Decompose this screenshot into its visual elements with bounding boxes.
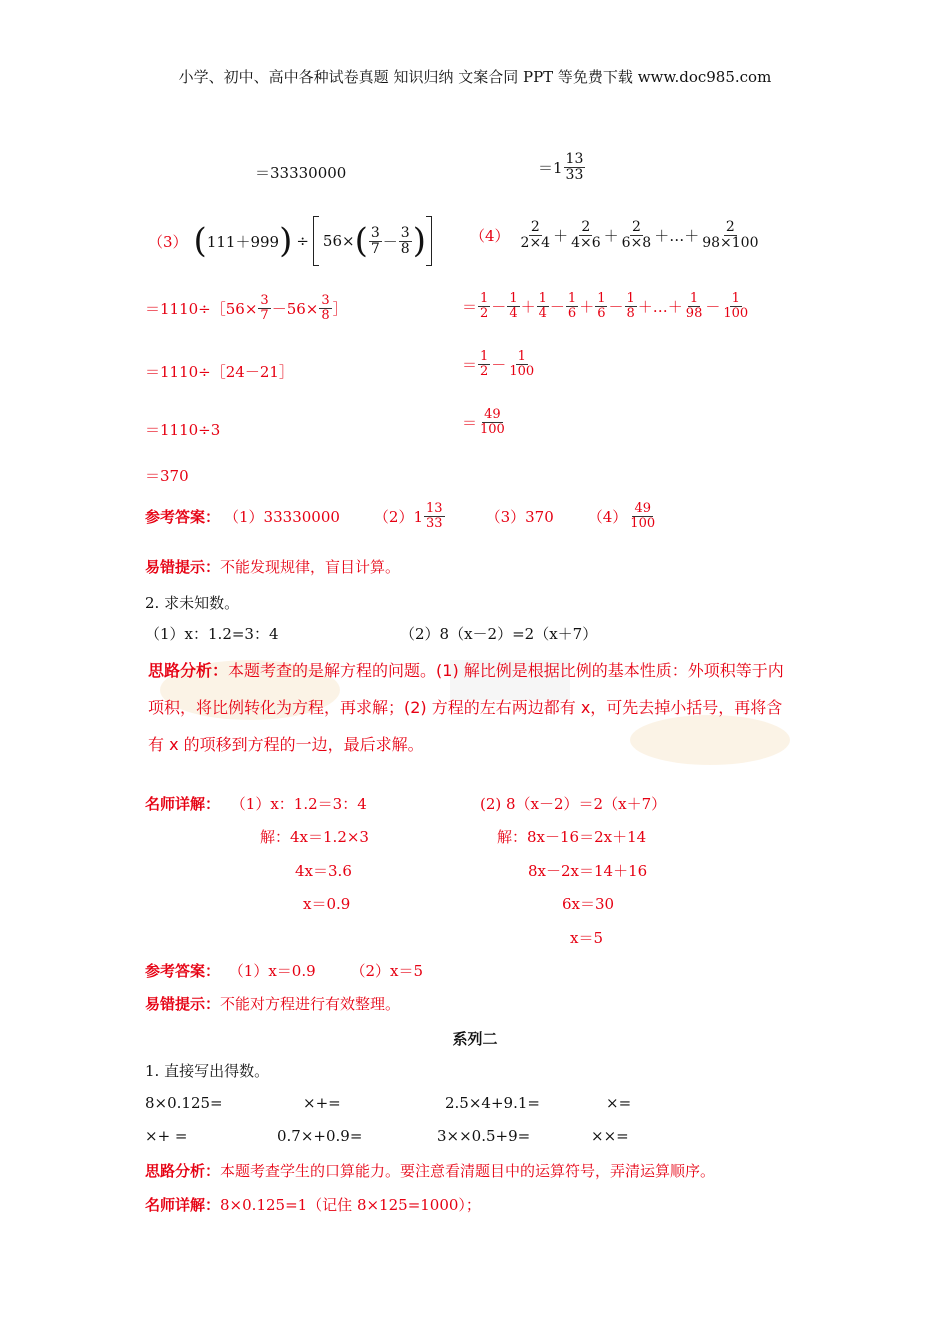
fraction	[564, 152, 586, 182]
fraction-denominator: 100	[480, 421, 505, 437]
equals-sign: ＝	[462, 355, 478, 374]
fraction-numerator: 2	[581, 219, 591, 235]
fraction-numerator: 1	[731, 291, 740, 306]
fraction-denominator: 2	[480, 305, 489, 321]
fraction-numerator: 1	[480, 349, 489, 364]
paren-open-inner: (	[354, 221, 368, 261]
fraction-numerator: 13	[565, 151, 584, 167]
fraction	[319, 294, 331, 322]
operator-sign: －	[705, 297, 721, 316]
fraction-numerator: 49	[484, 407, 501, 422]
problem-4-label: （4）	[470, 226, 510, 245]
fraction-denominator: 8	[400, 240, 410, 257]
explain-text: 8×0.125=1（记住 8×125=1000）；	[220, 1196, 481, 1214]
fraction-denominator: 100	[630, 515, 656, 531]
fraction	[569, 220, 603, 250]
fraction-denominator: 4	[509, 305, 518, 321]
fraction-numerator: 1	[626, 291, 635, 306]
fraction-denominator: 4	[538, 305, 547, 321]
fraction-numerator: 2	[725, 219, 735, 235]
calc-item: ×+ =	[145, 1127, 188, 1145]
explain-left-line: 解：4x＝1.2×3	[260, 828, 369, 846]
fraction	[478, 292, 490, 320]
answer-item: （4）	[587, 507, 628, 526]
tip-label: 易错提示：	[145, 995, 221, 1013]
series-2-question-1: 1. 直接写出得数。	[145, 1062, 270, 1080]
fraction	[684, 292, 705, 320]
problem-3-label: （3）	[148, 232, 188, 251]
fraction-denominator: 7	[260, 307, 269, 323]
fraction-numerator: 2	[631, 219, 641, 235]
fraction	[537, 292, 549, 320]
fraction-numerator: 49	[634, 501, 651, 516]
fraction-denominator: 33	[426, 515, 443, 531]
equals-sign: ＝	[462, 297, 478, 316]
right-step-1	[462, 292, 751, 320]
step-text: ］	[332, 299, 348, 318]
explain-label: 名师详解：	[145, 795, 221, 813]
bracket-close	[426, 216, 432, 266]
fraction-denominator: 8	[626, 305, 635, 321]
answer-item: （1）33330000	[224, 507, 340, 526]
fraction-numerator: 3	[400, 224, 410, 241]
fraction-denominator: 2	[480, 363, 489, 379]
bracket-open	[313, 216, 319, 266]
fraction-denominator: 2×4	[520, 234, 551, 251]
fraction	[478, 408, 507, 436]
fraction-denominator: 7	[370, 240, 380, 257]
result-2-prefix: ＝1	[538, 158, 563, 177]
fraction	[519, 220, 553, 250]
answer-item: （3）370	[485, 507, 554, 526]
explain-left-line: x＝0.9	[303, 895, 351, 913]
fraction-numerator: 1	[509, 291, 518, 306]
paren-open: (	[193, 221, 207, 261]
explain-right-line: (2) 8（x－2）＝2（x＋7）	[480, 795, 667, 813]
operator-sign: ＋	[579, 297, 595, 316]
answer-label: 参考答案：	[145, 507, 221, 526]
fraction	[566, 292, 578, 320]
fraction	[507, 292, 519, 320]
series-2-title: 系列二	[452, 1030, 498, 1048]
fraction-numerator: 3	[370, 224, 380, 241]
fraction	[424, 502, 445, 530]
fraction-denominator: 33	[565, 166, 584, 183]
series-2-explain	[145, 1194, 481, 1215]
reference-answer-2	[145, 960, 423, 981]
fraction-numerator: 1	[480, 291, 489, 306]
operator-sign: ＋…＋	[637, 297, 683, 316]
fraction	[721, 292, 750, 320]
step-text: ＝1110÷［56×	[145, 299, 258, 318]
fraction-numerator: 1	[597, 291, 606, 306]
fraction-denominator: 6	[597, 305, 606, 321]
problem-3	[148, 216, 432, 266]
answer-item: （2）x＝5	[350, 962, 423, 980]
question-2-title: 2. 求未知数。	[145, 594, 240, 612]
explain-right-line: 8x－2x＝14＋16	[528, 862, 648, 880]
fraction-denominator: 8	[321, 307, 330, 323]
error-tip-1	[145, 556, 400, 577]
fraction-denominator: 98×100	[702, 234, 759, 251]
fraction	[625, 292, 637, 320]
fraction	[595, 292, 607, 320]
explain-row-1	[145, 793, 367, 814]
reference-answer-1	[145, 502, 658, 530]
page-header: 小学、初中、高中各种试卷真题 知识归纳 文案合同 PPT 等免费下载 www.doc985.com	[178, 68, 772, 86]
problem-3-expression	[194, 216, 432, 266]
left-step-2: ＝1110÷［24－21］	[145, 363, 294, 381]
tip-text: 不能对方程进行有效整理。	[220, 995, 401, 1013]
fraction	[507, 350, 536, 378]
explain-left-line: 4x＝3.6	[295, 862, 352, 880]
left-step-1	[145, 294, 348, 322]
fraction-numerator: 1	[538, 291, 547, 306]
fraction	[258, 294, 270, 322]
answer-label: 参考答案：	[145, 962, 221, 980]
tip-text: 不能发现规律，盲目计算。	[220, 558, 401, 576]
fraction	[620, 220, 654, 250]
fraction-denominator: 100	[723, 305, 749, 321]
analysis-label: 思路分析：	[148, 661, 229, 680]
explain-left-line: （1）x：1.2＝3：4	[230, 795, 367, 813]
explain-right-line: 6x＝30	[562, 895, 615, 913]
explain-label: 名师详解：	[145, 1196, 221, 1214]
fraction-denominator: 4×6	[571, 234, 601, 251]
problem-3-sum: 111＋999	[206, 232, 280, 251]
operator-sign: －	[491, 297, 507, 316]
calc-item: 8×0.125=	[145, 1094, 223, 1112]
series-2-analysis	[145, 1160, 715, 1181]
paren-close: )	[279, 221, 293, 261]
fraction-numerator: 3	[260, 293, 269, 308]
operator-sign: ＋	[520, 297, 536, 316]
minus-sign: －	[491, 355, 507, 374]
fraction-numerator: 1	[517, 349, 526, 364]
explain-right-line: x＝5	[570, 929, 604, 947]
question-2-equation-1: （1）x：1.2=3：4	[145, 625, 279, 643]
paren-close-inner: )	[412, 221, 426, 261]
fraction-numerator: 1	[689, 291, 699, 306]
problem-4	[470, 220, 762, 250]
ellipsis-sign: ＋…＋	[654, 226, 700, 245]
fraction-denominator: 98	[685, 305, 703, 321]
fraction-denominator: 6×8	[621, 234, 652, 251]
tip-label: 易错提示：	[145, 558, 221, 576]
minus-sign: －	[382, 232, 398, 251]
plus-sign: ＋	[603, 226, 619, 245]
operator-sign: －	[549, 297, 565, 316]
problem-3-div: ÷	[296, 232, 309, 250]
result-2	[538, 152, 586, 182]
calc-item: 0.7×+0.9=	[277, 1127, 363, 1145]
question-2-equation-2: （2）8（x－2）=2（x＋7）	[400, 625, 598, 643]
fraction	[700, 220, 760, 250]
fraction-numerator: 3	[321, 293, 330, 308]
result-1: ＝33330000	[255, 164, 347, 182]
analysis-text: 本题考查学生的口算能力。要注意看清题目中的运算符号，弄清运算顺序。	[220, 1162, 716, 1180]
problem-3-mult: 56×	[322, 232, 355, 250]
explain-right-line: 解：8x－16＝2x＋14	[497, 828, 647, 846]
analysis-label: 思路分析：	[145, 1162, 221, 1180]
fraction	[478, 350, 490, 378]
fraction	[369, 226, 382, 256]
analysis-line-2: 项积，将比例转化为方程，再求解；(2) 方程的左右两边都有 x，可先去掉小括号，再将含	[148, 698, 783, 717]
fraction	[399, 226, 412, 256]
fraction-numerator: 13	[426, 501, 443, 516]
error-tip-2	[145, 993, 400, 1014]
fraction-denominator: 100	[509, 363, 535, 379]
step-text: －56×	[271, 299, 319, 318]
calc-item: 2.5×4+9.1=	[445, 1094, 540, 1112]
plus-sign: ＋	[553, 226, 569, 245]
answer-item: （2）1	[373, 507, 424, 526]
answer-item: （1）x＝0.9	[228, 962, 316, 980]
fraction-denominator: 6	[567, 305, 577, 321]
fraction	[628, 502, 657, 530]
calc-item: ×=	[606, 1094, 632, 1112]
analysis-text: 本题考查的是解方程的问题。(1) 解比例是根据比例的基本性质：外项积等于内	[228, 661, 784, 680]
left-step-4: ＝370	[145, 467, 189, 485]
left-step-3: ＝1110÷3	[145, 421, 221, 439]
analysis-line-1	[148, 658, 784, 681]
operator-sign: －	[608, 297, 624, 316]
equals-sign: ＝	[462, 413, 478, 432]
fraction-numerator: 1	[567, 291, 577, 306]
fraction-numerator: 2	[530, 219, 540, 235]
right-step-3	[462, 408, 508, 436]
calc-item: ×+=	[303, 1094, 341, 1112]
calc-item: 3××0.5+9=	[437, 1127, 531, 1145]
calc-item: ××=	[591, 1127, 629, 1145]
analysis-line-3: 有 x 的项移到方程的一边，最后求解。	[148, 735, 424, 754]
right-step-2	[462, 350, 537, 378]
